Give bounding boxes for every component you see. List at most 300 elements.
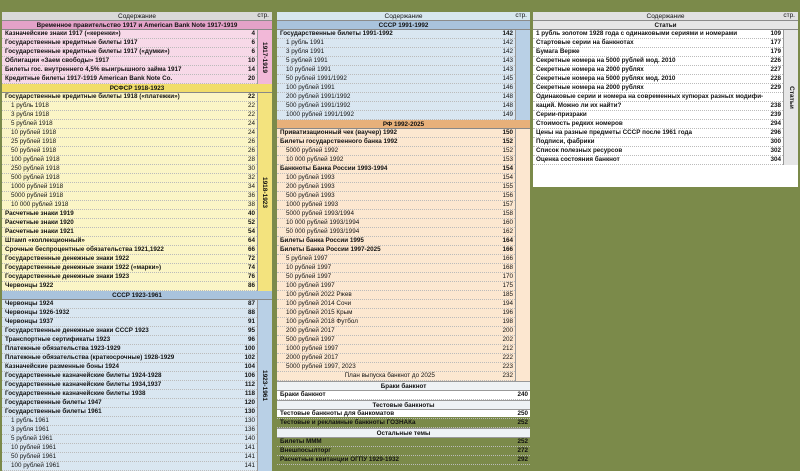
toc-entry-title: Билеты гос. внутреннего 4,5% выигрышного займа 1917 xyxy=(5,66,182,73)
section-title-errors: Браки банкнот xyxy=(277,381,530,391)
toc-entry-title: Государственные казначейские билеты 1938 xyxy=(5,390,146,397)
toc-entry[interactable] xyxy=(277,219,515,228)
toc-entry[interactable] xyxy=(533,111,783,120)
toc-entry-page: 185 xyxy=(502,291,513,298)
toc-entry-page: 252 xyxy=(517,438,528,445)
toc-entry[interactable] xyxy=(277,75,515,84)
toc-entry-page: 179 xyxy=(770,48,781,55)
toc-entry-page: 14 xyxy=(247,66,255,73)
section-title-articles: Статьи xyxy=(533,21,798,30)
toc-entry[interactable] xyxy=(277,156,515,165)
toc-entry-page: 102 xyxy=(244,354,255,361)
toc-entry-title: 50 рублей 1991/1992 xyxy=(286,75,347,82)
toc-entry-page: 26 xyxy=(247,147,255,154)
toc-entry-page: 52 xyxy=(247,219,255,226)
toc-entry-title: 100 рублей 1993 xyxy=(286,174,335,181)
toc-entry[interactable] xyxy=(2,120,257,129)
toc-entry[interactable] xyxy=(277,102,515,111)
toc-entry-page: 22 xyxy=(247,93,255,100)
toc-entry-page: 198 xyxy=(502,318,513,325)
toc-entry-page: 232 xyxy=(502,372,513,379)
header-page-label: стр. xyxy=(257,12,269,19)
toc-entry[interactable] xyxy=(2,372,257,381)
toc-entry-title: 1 рубль 1991 xyxy=(286,39,324,46)
toc-entry[interactable] xyxy=(2,201,257,210)
toc-entry[interactable] xyxy=(277,410,530,419)
toc-entry-title: 3 рубля 1991 xyxy=(286,48,325,55)
toc-entry-title: 5000 рублей 1918 xyxy=(11,192,64,199)
toc-entry-title: Бумага Верже xyxy=(536,48,580,55)
toc-entry-title: Браки банкнот xyxy=(280,391,326,398)
side-tab-label: 1923-1961 xyxy=(261,369,269,402)
toc-entry[interactable] xyxy=(277,183,515,192)
toc-entry-title: 50 рублей 1918 xyxy=(11,147,57,154)
toc-entry[interactable] xyxy=(2,435,257,444)
toc-entry[interactable] xyxy=(2,327,257,336)
toc-entry-title: Государственные денежные знаки 1922 («марки») xyxy=(5,264,162,271)
toc-entry[interactable] xyxy=(277,111,515,120)
toc-entry-page: 252 xyxy=(517,419,528,426)
toc-entry-page: 130 xyxy=(244,417,255,424)
toc-entry-title: 1000 рублей 1991/1992 xyxy=(286,111,354,118)
toc-entry[interactable] xyxy=(533,138,783,147)
toc-entry-page: 38 xyxy=(247,201,255,208)
toc-entry[interactable] xyxy=(2,228,257,237)
toc-entry[interactable] xyxy=(277,165,515,174)
toc-entry-title: Расчетные квитанции ОГПУ 1929-1932 xyxy=(280,456,399,463)
toc-entry-title: Платежные обязательства 1923-1929 xyxy=(5,345,121,352)
toc-entry[interactable] xyxy=(533,147,783,156)
toc-entry[interactable] xyxy=(2,75,257,84)
toc-entry[interactable] xyxy=(277,438,530,447)
toc-entry-page: 153 xyxy=(502,156,513,163)
section-title-ussr-1923-1961: СССР 1923-1961 xyxy=(2,291,272,300)
toc-entry-page: 34 xyxy=(247,183,255,190)
toc-entry-page: 141 xyxy=(244,462,255,469)
toc-entry[interactable] xyxy=(2,273,257,282)
side-tab-label: 1917-1919 xyxy=(261,41,269,73)
toc-entry-page: 150 xyxy=(502,129,513,136)
toc-entry-page: 22 xyxy=(247,111,255,118)
toc-entry[interactable] xyxy=(2,264,257,273)
toc-entry-title: 10 рублей 1991 xyxy=(286,66,332,73)
toc-entry-page: 228 xyxy=(770,75,781,82)
toc-entry-title: каций. Можно ли их найти? xyxy=(536,102,622,109)
toc-entry-page: 145 xyxy=(502,75,513,82)
toc-entry[interactable] xyxy=(277,228,515,237)
toc-entry-title: 1000 рублей 1918 xyxy=(11,183,64,190)
toc-entry-title: 5 рублей 1918 xyxy=(11,120,53,127)
toc-entry-page: 166 xyxy=(502,246,513,253)
section-ussr-1991-1992 xyxy=(277,30,530,120)
toc-column-1 xyxy=(2,12,272,469)
toc-entry-page: 26 xyxy=(247,138,255,145)
toc-entry[interactable] xyxy=(2,219,257,228)
toc-entry[interactable] xyxy=(277,447,530,456)
toc-entry-title: Государственные кредитные билеты 1917 («думки») xyxy=(5,48,170,55)
toc-entry-title: Билеты государственного банка 1992 xyxy=(280,138,398,145)
toc-entry[interactable] xyxy=(277,147,515,156)
toc-entry[interactable] xyxy=(277,93,515,102)
toc-entry[interactable] xyxy=(2,165,257,174)
toc-entry[interactable] xyxy=(277,66,515,75)
toc-entry[interactable] xyxy=(2,336,257,345)
toc-entry-title: 10 рублей 1997 xyxy=(286,264,332,271)
toc-entry-page: 158 xyxy=(502,210,513,217)
toc-entry[interactable] xyxy=(277,282,515,291)
toc-entry-page: 142 xyxy=(502,30,513,37)
toc-entry-page: 28 xyxy=(247,156,255,163)
toc-entry[interactable] xyxy=(2,255,257,264)
toc-entry-title: Секретные номера на 5000 рублей мод. 2010 xyxy=(536,57,676,64)
toc-entry-page: 95 xyxy=(247,327,255,334)
toc-entry-page: 142 xyxy=(502,48,513,55)
toc-entry[interactable] xyxy=(2,156,257,165)
toc-entry-page: 160 xyxy=(502,219,513,226)
toc-entry[interactable] xyxy=(2,309,257,318)
toc-entry-title: 1000 рублей 1997 xyxy=(286,345,339,352)
toc-entry-title: Тестовые банкноты для банкоматов xyxy=(280,410,395,417)
toc-entry-title: Червонцы 1924 xyxy=(5,300,54,307)
toc-entry[interactable] xyxy=(277,327,515,336)
toc-entry-title: Банкноты Банка России 1993-1994 xyxy=(280,165,388,172)
toc-entry[interactable] xyxy=(277,336,515,345)
section-provisional-government xyxy=(2,30,272,84)
toc-entry-title: Штамп «коллекционный» xyxy=(5,237,85,244)
toc-entry-title: 100 рублей 2022 Ржев xyxy=(286,291,352,298)
toc-entry-title: Государственные денежные знаки СССР 1923 xyxy=(5,327,149,334)
toc-entry[interactable] xyxy=(533,120,783,129)
toc-entry[interactable] xyxy=(277,300,515,309)
toc-entry-title: Серии-призраки xyxy=(536,111,587,118)
section-title-rf-1992-2025: РФ 1992-2025 xyxy=(277,120,530,129)
toc-entry-title: Билеты МММ xyxy=(280,438,322,445)
toc-entry[interactable] xyxy=(2,93,257,102)
header-page-label: стр. xyxy=(783,12,795,19)
toc-entry[interactable] xyxy=(2,174,257,183)
toc-entry-page: 6 xyxy=(251,48,255,55)
toc-entry[interactable] xyxy=(2,345,257,354)
toc-entry-page: 86 xyxy=(247,282,255,289)
toc-entry-page: 296 xyxy=(770,129,781,136)
side-tab-ussr xyxy=(515,30,530,120)
toc-entry-page: 104 xyxy=(244,363,255,370)
toc-entry-page: 154 xyxy=(502,165,513,172)
header-title: Содержание xyxy=(118,12,156,20)
toc-entry[interactable] xyxy=(533,129,783,138)
toc-entry[interactable] xyxy=(533,48,783,57)
toc-entry-title: Государственные кредитные билеты 1918 («платежки») xyxy=(5,93,180,100)
toc-entry-page: 54 xyxy=(247,228,255,235)
section-rows-test-notes xyxy=(277,410,530,428)
section-title-provisional-government: Временное правительство 1917 и American Bank Note 1917-1919 xyxy=(2,21,272,30)
toc-entry[interactable] xyxy=(277,48,515,57)
toc-entry[interactable] xyxy=(2,300,257,309)
toc-entry-page: 143 xyxy=(502,66,513,73)
toc-entry-page: 120 xyxy=(244,399,255,406)
toc-entry[interactable] xyxy=(2,30,257,39)
toc-entry[interactable] xyxy=(2,381,257,390)
toc-entry-page: 130 xyxy=(244,408,255,415)
toc-entry[interactable] xyxy=(2,48,257,57)
section-rows-other-topics xyxy=(277,438,530,465)
toc-entry[interactable] xyxy=(2,318,257,327)
header-title: Содержание xyxy=(646,12,685,20)
section-rf-1992-2025 xyxy=(277,129,530,381)
toc-entry-page: 294 xyxy=(770,120,781,127)
toc-entry[interactable] xyxy=(2,39,257,48)
toc-entry-title: Червонцы 1926-1932 xyxy=(5,309,70,316)
toc-entry[interactable] xyxy=(277,318,515,327)
toc-entry[interactable] xyxy=(277,456,530,465)
toc-entry-title: Государственные казначейские билеты 1924-1928 xyxy=(5,372,162,379)
toc-entry[interactable] xyxy=(2,462,257,471)
toc-entry-title: Государственные денежные знаки 1923 xyxy=(5,273,130,280)
toc-entry-page: 74 xyxy=(247,264,255,271)
toc-entry[interactable] xyxy=(2,408,257,417)
toc-entry-page: 4 xyxy=(251,30,255,37)
toc-entry-page: 149 xyxy=(502,111,513,118)
toc-entry[interactable] xyxy=(2,426,257,435)
toc-entry[interactable] xyxy=(277,138,515,147)
toc-entry-page: 164 xyxy=(502,237,513,244)
toc-entry[interactable] xyxy=(2,399,257,408)
side-tab-articles xyxy=(783,30,798,165)
toc-entry-page: 141 xyxy=(244,444,255,451)
toc-entry-title: Срочные беспроцентные обязательства 1921,1922 xyxy=(5,246,164,253)
toc-entry-title: 10 000 рублей 1993/1994 xyxy=(286,219,360,226)
toc-entry-page: 136 xyxy=(244,426,255,433)
toc-entry-page: 24 xyxy=(247,120,255,127)
section-rows xyxy=(2,30,257,84)
toc-entry-title: 100 рублей 2015 Крым xyxy=(286,309,353,316)
toc-entry-page: 112 xyxy=(244,381,255,388)
toc-entry-title: 200 рублей 1991/1992 xyxy=(286,93,351,100)
toc-entry-title: Червонцы 1937 xyxy=(5,318,54,325)
toc-entry-page: 141 xyxy=(244,453,255,460)
toc-entry[interactable] xyxy=(2,192,257,201)
toc-entry[interactable] xyxy=(2,417,257,426)
toc-entry[interactable] xyxy=(2,390,257,399)
section-rsfsr xyxy=(2,93,272,291)
toc-entry-title: 100 рублей 1991 xyxy=(286,84,335,91)
toc-entry-page: 72 xyxy=(247,255,255,262)
header-title: Содержание xyxy=(384,12,423,20)
toc-entry-page: 91 xyxy=(247,318,255,325)
toc-entry-title: 500 рублей 1918 xyxy=(11,174,60,181)
section-rows xyxy=(277,129,515,381)
toc-entry-page: 222 xyxy=(502,354,513,361)
toc-entry-page: 6 xyxy=(251,39,255,46)
column-header xyxy=(2,12,272,21)
toc-entry-title: 100 рублей 2018 Футбол xyxy=(286,318,358,325)
toc-entry-title: Государственные денежные знаки 1922 xyxy=(5,255,130,262)
toc-entry[interactable] xyxy=(277,192,515,201)
toc-entry[interactable] xyxy=(2,129,257,138)
toc-entry-title: 10 рублей 1961 xyxy=(11,444,57,451)
toc-entry[interactable] xyxy=(533,66,783,75)
toc-entry-title: Казначейские знаки 1917 («керенки») xyxy=(5,30,121,37)
toc-entry-title: 100 рублей 1997 xyxy=(286,282,335,289)
toc-entry[interactable] xyxy=(533,84,783,93)
toc-entry-page: 240 xyxy=(517,391,528,398)
toc-entry[interactable] xyxy=(277,255,515,264)
toc-entry-page: 87 xyxy=(247,300,255,307)
toc-entry-title: Кредитные билеты 1917-1919 American Bank Note Co. xyxy=(5,75,173,82)
toc-entry-page: 24 xyxy=(247,129,255,136)
toc-entry-page: 175 xyxy=(502,282,513,289)
toc-entry-title: Стоимость редких номеров xyxy=(536,120,623,127)
section-ussr-1923-1961 xyxy=(2,300,272,471)
column-header xyxy=(277,12,530,21)
toc-entry[interactable] xyxy=(2,138,257,147)
toc-entry-title: Приватизационный чек (ваучер) 1992 xyxy=(280,129,398,136)
toc-entry-page: 157 xyxy=(502,201,513,208)
section-rows-errors xyxy=(277,391,530,400)
toc-entry[interactable] xyxy=(2,444,257,453)
toc-entry[interactable] xyxy=(277,84,515,93)
toc-entry-title: Тестовые и рекламные банкноты ГОЗНАКа xyxy=(280,419,416,426)
toc-entry-page: 148 xyxy=(502,102,513,109)
toc-entry[interactable] xyxy=(277,246,515,255)
toc-entry[interactable] xyxy=(533,156,783,165)
toc-entry-title: 250 рублей 1918 xyxy=(11,165,60,172)
section-title-ussr-1991-1992: СССР 1991-1992 xyxy=(277,21,530,30)
toc-entry-page: 229 xyxy=(770,84,781,91)
toc-entry-page: 168 xyxy=(502,264,513,271)
toc-entry-page: 40 xyxy=(247,210,255,217)
toc-entry[interactable] xyxy=(2,354,257,363)
toc-entry-title: 5 рублей 1997 xyxy=(286,255,328,262)
toc-entry[interactable] xyxy=(2,363,257,372)
toc-entry[interactable] xyxy=(277,57,515,66)
toc-entry[interactable] xyxy=(2,66,257,75)
toc-entry-title: 5 рублей 1961 xyxy=(11,435,53,442)
toc-entry-title: 200 рублей 2017 xyxy=(286,327,335,334)
toc-entry-title: 10 000 рублей 1992 xyxy=(286,156,344,163)
toc-entry[interactable] xyxy=(277,273,515,282)
toc-entry-page: 152 xyxy=(502,147,513,154)
toc-entry-page: 250 xyxy=(517,410,528,417)
toc-entry-page: 118 xyxy=(244,390,255,397)
toc-entry-page: 226 xyxy=(770,57,781,64)
toc-entry[interactable] xyxy=(277,210,515,219)
toc-entry-page: 238 xyxy=(770,102,781,109)
toc-entry-title: Государственные кредитные билеты 1917 xyxy=(5,39,138,46)
side-tab-1923-1961 xyxy=(257,300,272,471)
toc-entry-page: 212 xyxy=(502,345,513,352)
toc-entry-page: 20 xyxy=(247,75,255,82)
toc-entry[interactable] xyxy=(533,93,783,102)
toc-column-3 xyxy=(533,12,798,187)
toc-entry[interactable] xyxy=(277,237,515,246)
toc-entry[interactable] xyxy=(277,129,515,138)
toc-entry[interactable] xyxy=(533,30,783,39)
toc-entry[interactable] xyxy=(277,30,515,39)
toc-entry-page: 155 xyxy=(502,183,513,190)
toc-entry[interactable] xyxy=(277,39,515,48)
toc-entry[interactable] xyxy=(2,111,257,120)
toc-entry[interactable] xyxy=(277,309,515,318)
toc-entry-page: 152 xyxy=(502,138,513,145)
toc-entry[interactable] xyxy=(533,102,783,111)
toc-entry[interactable] xyxy=(2,102,257,111)
toc-entry[interactable] xyxy=(2,210,257,219)
toc-entry[interactable] xyxy=(277,201,515,210)
toc-entry[interactable] xyxy=(277,419,530,428)
toc-entry[interactable] xyxy=(2,183,257,192)
toc-entry-title: 500 рублей 1993 xyxy=(286,192,335,199)
toc-entry-page: 100 xyxy=(244,345,255,352)
toc-entry-title: Одинаковые серии и номера на современных купюрах разных модифи- xyxy=(536,93,764,100)
toc-entry-title: 500 рублей 1991/1992 xyxy=(286,102,351,109)
toc-entry-title: 1 рубль 1918 xyxy=(11,102,49,109)
toc-entry-title: 50 рублей 1997 xyxy=(286,273,332,280)
toc-entry-title: 5000 рублей 1997, 2023 xyxy=(286,363,356,370)
toc-entry[interactable] xyxy=(277,264,515,273)
toc-entry-page: 156 xyxy=(502,192,513,199)
toc-entry-title: 2000 рублей 2017 xyxy=(286,354,339,361)
toc-entry-page: 154 xyxy=(502,174,513,181)
toc-entry[interactable] xyxy=(533,57,783,66)
toc-entry-title: Расчетные знаки 1921 xyxy=(5,228,74,235)
toc-entry-title: Казначейские разменные боны 1924 xyxy=(5,363,120,370)
side-tab-1917-1919 xyxy=(257,30,272,84)
toc-column-2 xyxy=(277,12,530,463)
toc-entry-title: Платежные обязательства (краткосрочные) 1928-1929 xyxy=(5,354,175,361)
toc-entry[interactable] xyxy=(277,291,515,300)
toc-entry[interactable] xyxy=(2,453,257,462)
toc-entry-page: 196 xyxy=(502,309,513,316)
toc-entry[interactable] xyxy=(277,345,515,354)
toc-entry-page: 66 xyxy=(247,246,255,253)
toc-entry-page: 109 xyxy=(770,30,781,37)
toc-entry-title: Государственные казначейские билеты 1934,1937 xyxy=(5,381,162,388)
toc-entry[interactable] xyxy=(2,282,257,291)
toc-entry-page: 143 xyxy=(502,57,513,64)
toc-entry-title: 50 000 рублей 1993/1994 xyxy=(286,228,360,235)
toc-entry-title: 3 рубля 1961 xyxy=(11,426,50,433)
toc-entry[interactable] xyxy=(277,372,515,381)
toc-entry-title: 100 рублей 1918 xyxy=(11,156,60,163)
toc-entry[interactable] xyxy=(2,57,257,66)
toc-entry-title: 5000 рублей 1993/1994 xyxy=(286,210,354,217)
section-title-test-notes: Тестовые банкноты xyxy=(277,400,530,410)
toc-entry-page: 148 xyxy=(502,93,513,100)
toc-entry[interactable] xyxy=(2,147,257,156)
toc-entry-title: 25 рублей 1918 xyxy=(11,138,57,145)
toc-entry-title: Расчетные знаки 1919 xyxy=(5,210,74,217)
toc-entry-title: Оценка состояния банкнот xyxy=(536,156,620,163)
toc-entry[interactable] xyxy=(533,75,783,84)
toc-entry[interactable] xyxy=(277,354,515,363)
toc-entry-page: 36 xyxy=(247,192,255,199)
toc-entry[interactable] xyxy=(2,246,257,255)
toc-entry-title: 1 рубль золотом 1928 года с одинаковыми сериями и номерами xyxy=(536,30,738,37)
toc-entry[interactable] xyxy=(277,391,530,400)
toc-entry-page: 194 xyxy=(502,300,513,307)
toc-entry[interactable] xyxy=(277,174,515,183)
toc-entry-page: 96 xyxy=(247,336,255,343)
toc-entry-title: Список полезных ресурсов xyxy=(536,147,623,154)
toc-entry-page: 223 xyxy=(502,363,513,370)
toc-entry-page: 300 xyxy=(770,138,781,145)
toc-entry-title: 1 рубль 1961 xyxy=(11,417,49,424)
toc-entry[interactable] xyxy=(533,39,783,48)
toc-entry-page: 292 xyxy=(517,456,528,463)
toc-entry[interactable] xyxy=(277,363,515,372)
toc-entry[interactable] xyxy=(2,237,257,246)
